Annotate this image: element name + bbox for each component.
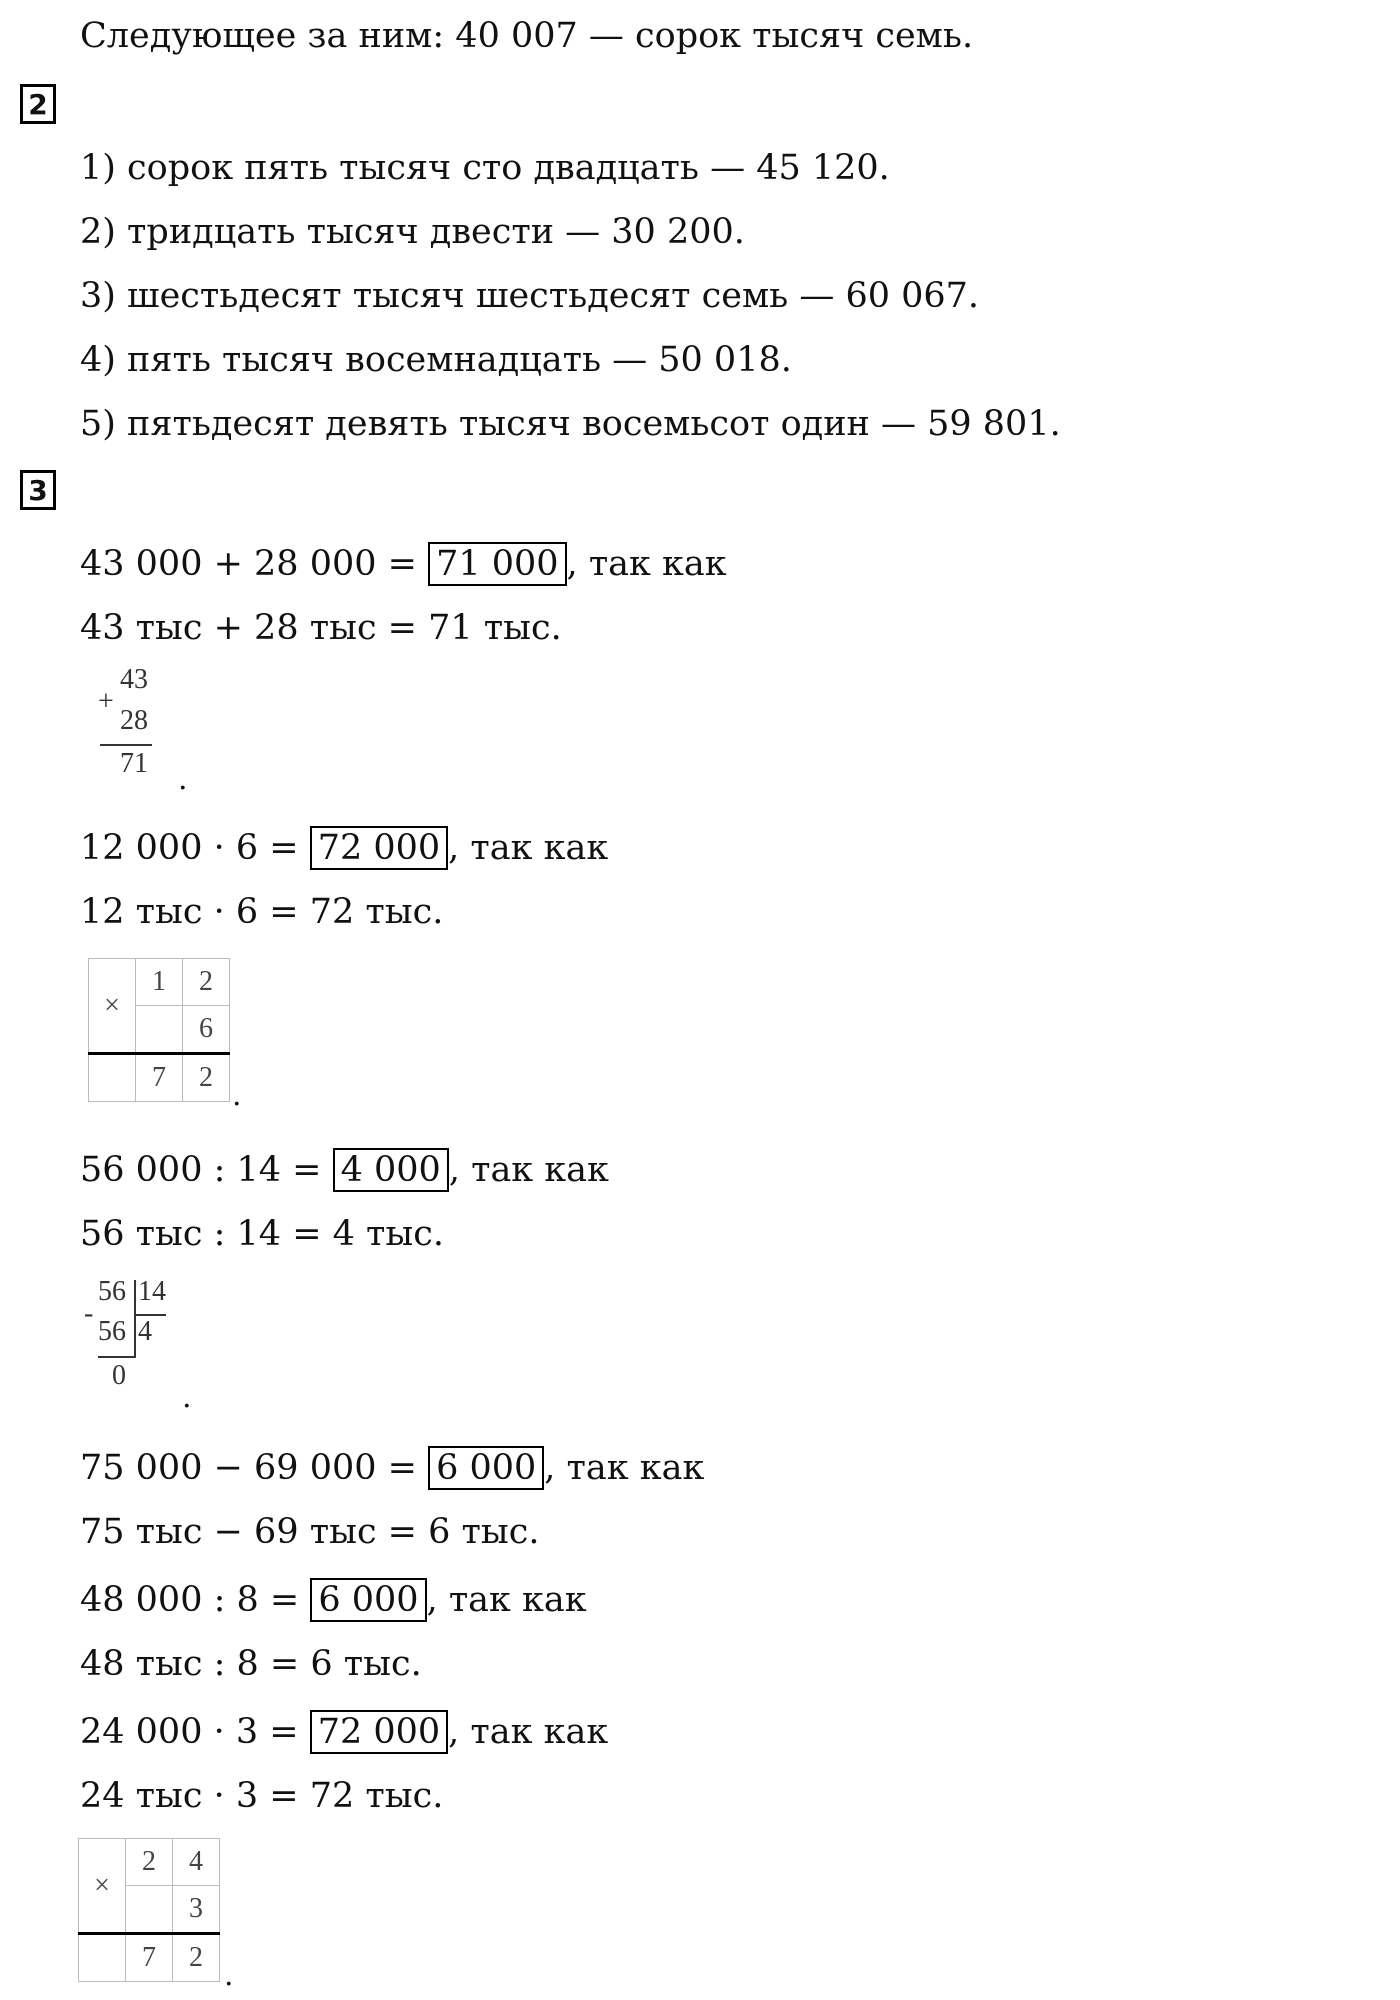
equation-4-explanation: 75 тыс − 69 тыс = 6 тыс. (80, 1512, 540, 1552)
dividend: 56 (98, 1276, 126, 1307)
task-2-item: 5) пятьдесят девять тысяч восемьсот один — 59 801. (80, 404, 1061, 444)
end-dot: . (178, 762, 188, 797)
task-2-item: 3) шестьдесят тысяч шестьдесят семь — 60 067. (80, 276, 980, 316)
division-bar (134, 1280, 136, 1358)
task-2-item: 2) тридцать тысяч двести — 30 200. (80, 212, 745, 252)
equation-6-explanation: 24 тыс · 3 = 72 тыс. (80, 1776, 444, 1816)
remainder-line (98, 1356, 134, 1358)
subtrahend: 56 (98, 1316, 126, 1347)
task-2-item: 1) сорок пять тысяч сто двадцать — 45 120. (80, 148, 890, 188)
column-multiplication-2: × 2 4 3 7 2 (78, 1838, 220, 1982)
equation-4: 75 000 − 69 000 = 6 000 , так как (80, 1448, 705, 1488)
equation-2: 12 000 · 6 = 72 000 , так как (80, 828, 609, 868)
equation-5-explanation: 48 тыс : 8 = 6 тыс. (80, 1644, 422, 1684)
equation-5: 48 000 : 8 = 6 000 , так как (80, 1580, 587, 1620)
addend-1: 43 (120, 664, 148, 695)
end-dot: . (182, 1380, 192, 1415)
equation-3-explanation: 56 тыс : 14 = 4 тыс. (80, 1214, 444, 1254)
end-dot: . (232, 1078, 242, 1113)
answer-box: 6 000 (310, 1578, 426, 1622)
minus-sign: - (84, 1298, 94, 1329)
equation-2-explanation: 12 тыс · 6 = 72 тыс. (80, 892, 444, 932)
task-2-item: 4) пять тысяч восемнадцать — 50 018. (80, 340, 792, 380)
equation-1-explanation: 43 тыс + 28 тыс = 71 тыс. (80, 608, 562, 648)
equation-1: 43 000 + 28 000 = 71 000 , так как (80, 544, 727, 584)
task-3-badge: 3 (20, 470, 56, 510)
multiply-sign: × (89, 959, 136, 1054)
answer-box: 6 000 (428, 1446, 544, 1490)
equation-3: 56 000 : 14 = 4 000 , так как (80, 1150, 609, 1190)
sum-line (100, 744, 152, 746)
column-multiplication-1: × 1 2 6 7 2 (88, 958, 230, 1102)
divisor: 14 (138, 1276, 166, 1307)
answer-box: 4 000 (333, 1148, 449, 1192)
plus-sign: + (98, 686, 114, 717)
addend-2: 28 (120, 705, 148, 736)
quotient: 4 (138, 1316, 152, 1347)
intro-text: Следующее за ним: 40 007 — сорок тысяч семь. (80, 16, 974, 56)
task-2-badge: 2 (20, 84, 56, 124)
sum: 71 (120, 748, 148, 779)
answer-box: 72 000 (310, 826, 448, 870)
remainder: 0 (112, 1360, 126, 1391)
answer-box: 72 000 (310, 1710, 448, 1754)
equation-6: 24 000 · 3 = 72 000 , так как (80, 1712, 609, 1752)
answer-box: 71 000 (428, 542, 566, 586)
end-dot: . (224, 1958, 234, 1993)
multiply-sign: × (79, 1839, 126, 1934)
